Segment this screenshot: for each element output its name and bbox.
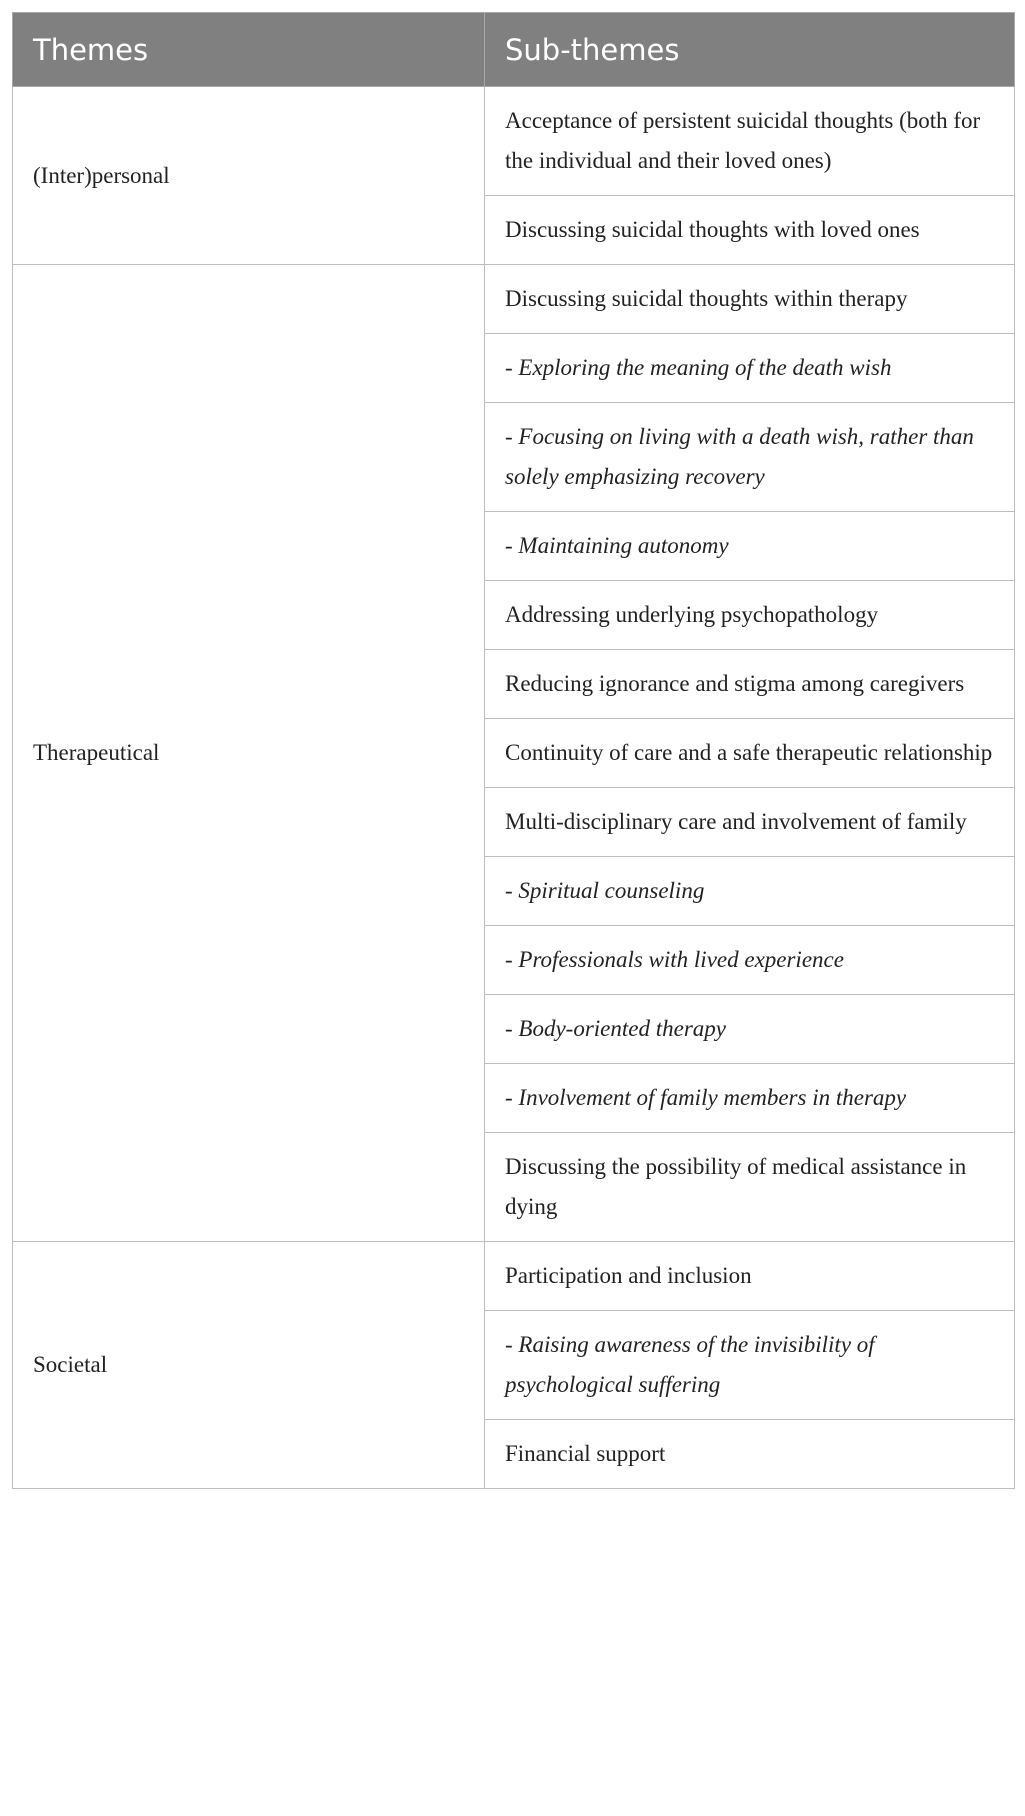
subtheme-cell: Participation and inclusion <box>485 1242 1015 1311</box>
table-row <box>13 265 1015 334</box>
table-body <box>13 87 1015 1489</box>
subtheme-cell: - Focusing on living with a death wish, rather than solely emphasizing recovery <box>485 403 1015 512</box>
subtheme-cell: Addressing underlying psychopathology <box>485 581 1015 650</box>
subtheme-cell: Reducing ignorance and stigma among caregivers <box>485 650 1015 719</box>
subtheme-cell: Discussing the possibility of medical assistance in dying <box>485 1133 1015 1242</box>
subtheme-cell: - Maintaining autonomy <box>485 512 1015 581</box>
theme-cell: Societal <box>13 1242 485 1489</box>
subtheme-cell: - Body-oriented therapy <box>485 995 1015 1064</box>
theme-cell: (Inter)personal <box>13 87 485 265</box>
table-row <box>13 1242 1015 1311</box>
subtheme-cell: - Raising awareness of the invisibility of psychological suffering <box>485 1311 1015 1420</box>
subtheme-cell: Discussing suicidal thoughts with loved ones <box>485 196 1015 265</box>
themes-table <box>12 12 1015 1489</box>
theme-cell: Therapeutical <box>13 265 485 1242</box>
subtheme-cell: Continuity of care and a safe therapeutic relationship <box>485 719 1015 788</box>
header-subthemes: Sub-themes <box>485 13 1015 87</box>
table-row <box>13 87 1015 196</box>
subtheme-cell: Discussing suicidal thoughts within therapy <box>485 265 1015 334</box>
header-row <box>13 13 1015 87</box>
subtheme-cell: - Exploring the meaning of the death wish <box>485 334 1015 403</box>
subtheme-cell: Acceptance of persistent suicidal thoughts (both for the individual and their loved ones) <box>485 87 1015 196</box>
subtheme-cell: Financial support <box>485 1420 1015 1489</box>
subtheme-cell: - Involvement of family members in therapy <box>485 1064 1015 1133</box>
subtheme-cell: - Professionals with lived experience <box>485 926 1015 995</box>
header-themes: Themes <box>13 13 485 87</box>
subtheme-cell: - Spiritual counseling <box>485 857 1015 926</box>
subtheme-cell: Multi-disciplinary care and involvement of family <box>485 788 1015 857</box>
